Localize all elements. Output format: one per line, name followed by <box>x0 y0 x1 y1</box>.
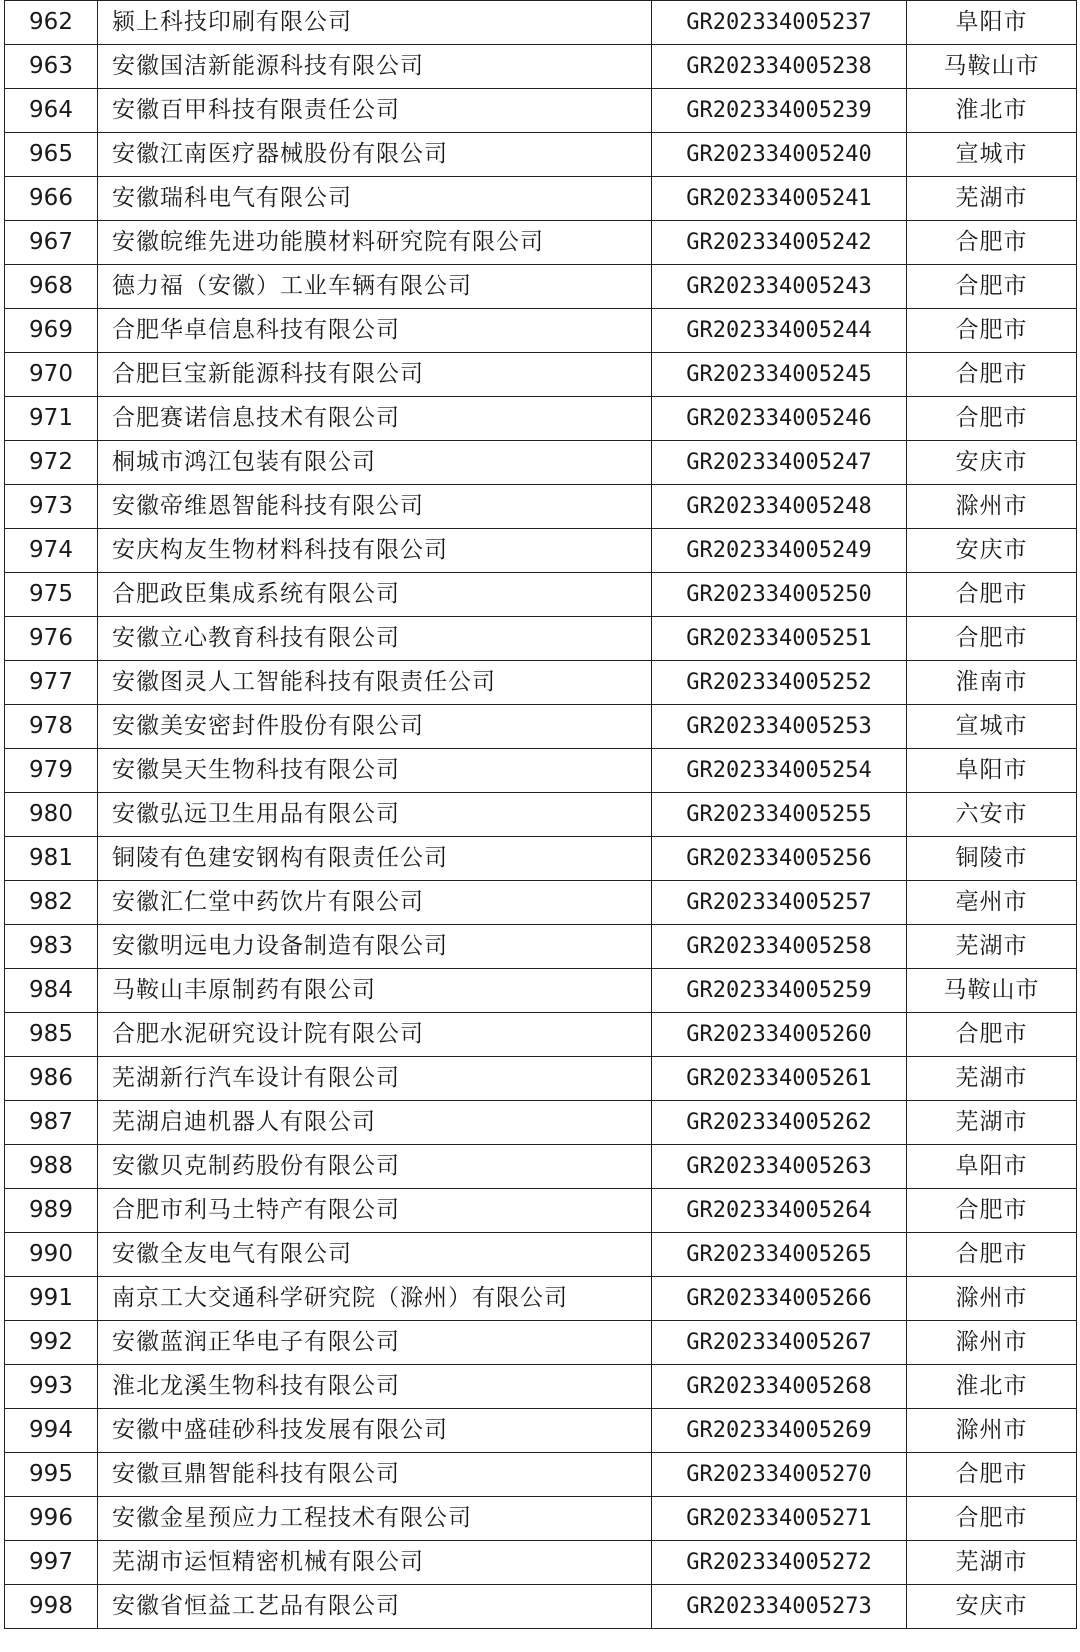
company-name: 合肥市利马土特产有限公司 <box>98 1189 652 1233</box>
certificate-number: GR202334005241 <box>652 177 907 221</box>
row-number: 970 <box>5 353 98 397</box>
company-name: 颍上科技印刷有限公司 <box>98 1 652 45</box>
table-row <box>5 353 1077 397</box>
certificate-number: GR202334005257 <box>652 881 907 925</box>
certificate-number: GR202334005271 <box>652 1497 907 1541</box>
table-row <box>5 617 1077 661</box>
table-row <box>5 1189 1077 1233</box>
certificate-number: GR202334005258 <box>652 925 907 969</box>
city-name: 安庆市 <box>907 441 1077 485</box>
city-name: 淮北市 <box>907 1365 1077 1409</box>
row-number: 979 <box>5 749 98 793</box>
row-number: 962 <box>5 1 98 45</box>
certificate-number: GR202334005259 <box>652 969 907 1013</box>
company-name: 安徽瑞科电气有限公司 <box>98 177 652 221</box>
table-row <box>5 177 1077 221</box>
row-number: 985 <box>5 1013 98 1057</box>
table-row <box>5 485 1077 529</box>
table-row <box>5 1453 1077 1497</box>
table-row <box>5 397 1077 441</box>
city-name: 芜湖市 <box>907 177 1077 221</box>
row-number: 994 <box>5 1409 98 1453</box>
certificate-number: GR202334005254 <box>652 749 907 793</box>
city-name: 淮南市 <box>907 661 1077 705</box>
city-name: 马鞍山市 <box>907 45 1077 89</box>
row-number: 976 <box>5 617 98 661</box>
company-name: 合肥巨宝新能源科技有限公司 <box>98 353 652 397</box>
row-number: 967 <box>5 221 98 265</box>
company-name: 桐城市鸿江包装有限公司 <box>98 441 652 485</box>
row-number: 975 <box>5 573 98 617</box>
row-number: 977 <box>5 661 98 705</box>
company-list-table-wrapper <box>4 0 1076 1629</box>
row-number: 972 <box>5 441 98 485</box>
company-name: 安徽金星预应力工程技术有限公司 <box>98 1497 652 1541</box>
company-name: 安徽美安密封件股份有限公司 <box>98 705 652 749</box>
table-row <box>5 1101 1077 1145</box>
company-name: 安徽图灵人工智能科技有限责任公司 <box>98 661 652 705</box>
certificate-number: GR202334005266 <box>652 1277 907 1321</box>
table-row <box>5 1 1077 45</box>
table-row <box>5 1541 1077 1585</box>
row-number: 986 <box>5 1057 98 1101</box>
certificate-number: GR202334005261 <box>652 1057 907 1101</box>
certificate-number: GR202334005253 <box>652 705 907 749</box>
city-name: 合肥市 <box>907 1453 1077 1497</box>
row-number: 963 <box>5 45 98 89</box>
city-name: 滁州市 <box>907 485 1077 529</box>
row-number: 974 <box>5 529 98 573</box>
table-row <box>5 1409 1077 1453</box>
city-name: 阜阳市 <box>907 1 1077 45</box>
city-name: 合肥市 <box>907 1189 1077 1233</box>
table-row <box>5 265 1077 309</box>
certificate-number: GR202334005238 <box>652 45 907 89</box>
city-name: 芜湖市 <box>907 925 1077 969</box>
row-number: 997 <box>5 1541 98 1585</box>
table-row <box>5 1277 1077 1321</box>
company-name: 马鞍山丰原制药有限公司 <box>98 969 652 1013</box>
company-name: 合肥华卓信息科技有限公司 <box>98 309 652 353</box>
table-row <box>5 1057 1077 1101</box>
certificate-number: GR202334005272 <box>652 1541 907 1585</box>
city-name: 芜湖市 <box>907 1057 1077 1101</box>
certificate-number: GR202334005255 <box>652 793 907 837</box>
row-number: 973 <box>5 485 98 529</box>
row-number: 965 <box>5 133 98 177</box>
table-row <box>5 1233 1077 1277</box>
city-name: 安庆市 <box>907 1585 1077 1629</box>
certificate-number: GR202334005245 <box>652 353 907 397</box>
city-name: 合肥市 <box>907 265 1077 309</box>
city-name: 合肥市 <box>907 1013 1077 1057</box>
table-row <box>5 45 1077 89</box>
certificate-number: GR202334005239 <box>652 89 907 133</box>
company-name: 安徽帝维恩智能科技有限公司 <box>98 485 652 529</box>
company-name: 合肥水泥研究设计院有限公司 <box>98 1013 652 1057</box>
certificate-number: GR202334005268 <box>652 1365 907 1409</box>
row-number: 993 <box>5 1365 98 1409</box>
city-name: 合肥市 <box>907 1497 1077 1541</box>
company-name: 淮北龙溪生物科技有限公司 <box>98 1365 652 1409</box>
company-name: 合肥政臣集成系统有限公司 <box>98 573 652 617</box>
city-name: 亳州市 <box>907 881 1077 925</box>
city-name: 合肥市 <box>907 353 1077 397</box>
table-row <box>5 441 1077 485</box>
city-name: 滁州市 <box>907 1409 1077 1453</box>
row-number: 966 <box>5 177 98 221</box>
city-name: 合肥市 <box>907 617 1077 661</box>
table-row <box>5 793 1077 837</box>
company-name: 安徽贝克制药股份有限公司 <box>98 1145 652 1189</box>
city-name: 阜阳市 <box>907 1145 1077 1189</box>
company-name: 安徽明远电力设备制造有限公司 <box>98 925 652 969</box>
company-name: 安徽汇仁堂中药饮片有限公司 <box>98 881 652 925</box>
row-number: 978 <box>5 705 98 749</box>
certificate-number: GR202334005250 <box>652 573 907 617</box>
table-row <box>5 573 1077 617</box>
city-name: 阜阳市 <box>907 749 1077 793</box>
city-name: 滁州市 <box>907 1321 1077 1365</box>
certificate-number: GR202334005249 <box>652 529 907 573</box>
company-name: 安徽江南医疗器械股份有限公司 <box>98 133 652 177</box>
table-row <box>5 309 1077 353</box>
company-name: 安徽百甲科技有限责任公司 <box>98 89 652 133</box>
table-row <box>5 749 1077 793</box>
table-row <box>5 881 1077 925</box>
company-name: 安徽蓝润正华电子有限公司 <box>98 1321 652 1365</box>
row-number: 982 <box>5 881 98 925</box>
table-row <box>5 529 1077 573</box>
city-name: 芜湖市 <box>907 1541 1077 1585</box>
table-row <box>5 1585 1077 1629</box>
table-row <box>5 89 1077 133</box>
city-name: 滁州市 <box>907 1277 1077 1321</box>
company-name: 芜湖新行汽车设计有限公司 <box>98 1057 652 1101</box>
table-row <box>5 969 1077 1013</box>
city-name: 芜湖市 <box>907 1101 1077 1145</box>
company-name: 芜湖启迪机器人有限公司 <box>98 1101 652 1145</box>
table-row <box>5 837 1077 881</box>
row-number: 992 <box>5 1321 98 1365</box>
row-number: 996 <box>5 1497 98 1541</box>
row-number: 981 <box>5 837 98 881</box>
company-name: 德力福（安徽）工业车辆有限公司 <box>98 265 652 309</box>
certificate-number: GR202334005237 <box>652 1 907 45</box>
company-name: 南京工大交通科学研究院（滁州）有限公司 <box>98 1277 652 1321</box>
certificate-number: GR202334005263 <box>652 1145 907 1189</box>
city-name: 合肥市 <box>907 1233 1077 1277</box>
row-number: 991 <box>5 1277 98 1321</box>
certificate-number: GR202334005252 <box>652 661 907 705</box>
row-number: 984 <box>5 969 98 1013</box>
row-number: 964 <box>5 89 98 133</box>
city-name: 合肥市 <box>907 221 1077 265</box>
company-name: 安徽中盛硅砂科技发展有限公司 <box>98 1409 652 1453</box>
row-number: 990 <box>5 1233 98 1277</box>
certificate-number: GR202334005240 <box>652 133 907 177</box>
company-name: 安徽国洁新能源科技有限公司 <box>98 45 652 89</box>
certificate-number: GR202334005248 <box>652 485 907 529</box>
table-row <box>5 1145 1077 1189</box>
company-name: 安徽省恒益工艺品有限公司 <box>98 1585 652 1629</box>
certificate-number: GR202334005247 <box>652 441 907 485</box>
city-name: 安庆市 <box>907 529 1077 573</box>
row-number: 998 <box>5 1585 98 1629</box>
row-number: 995 <box>5 1453 98 1497</box>
table-row <box>5 1013 1077 1057</box>
certificate-number: GR202334005242 <box>652 221 907 265</box>
certificate-number: GR202334005273 <box>652 1585 907 1629</box>
table-row <box>5 133 1077 177</box>
table-row <box>5 1497 1077 1541</box>
certificate-number: GR202334005265 <box>652 1233 907 1277</box>
certificate-number: GR202334005256 <box>652 837 907 881</box>
company-list-table <box>4 0 1077 1629</box>
city-name: 马鞍山市 <box>907 969 1077 1013</box>
table-row <box>5 705 1077 749</box>
table-row <box>5 1365 1077 1409</box>
row-number: 987 <box>5 1101 98 1145</box>
table-row <box>5 925 1077 969</box>
table-row <box>5 1321 1077 1365</box>
row-number: 969 <box>5 309 98 353</box>
company-name: 安徽皖维先进功能膜材料研究院有限公司 <box>98 221 652 265</box>
company-name: 铜陵有色建安钢构有限责任公司 <box>98 837 652 881</box>
city-name: 淮北市 <box>907 89 1077 133</box>
table-row <box>5 221 1077 265</box>
company-name: 安徽亘鼎智能科技有限公司 <box>98 1453 652 1497</box>
table-body <box>5 1 1077 1629</box>
certificate-number: GR202334005246 <box>652 397 907 441</box>
company-name: 安徽昊天生物科技有限公司 <box>98 749 652 793</box>
city-name: 合肥市 <box>907 397 1077 441</box>
row-number: 980 <box>5 793 98 837</box>
company-name: 芜湖市运恒精密机械有限公司 <box>98 1541 652 1585</box>
certificate-number: GR202334005270 <box>652 1453 907 1497</box>
certificate-number: GR202334005267 <box>652 1321 907 1365</box>
row-number: 971 <box>5 397 98 441</box>
table-row <box>5 661 1077 705</box>
row-number: 988 <box>5 1145 98 1189</box>
row-number: 989 <box>5 1189 98 1233</box>
certificate-number: GR202334005264 <box>652 1189 907 1233</box>
company-name: 安徽弘远卫生用品有限公司 <box>98 793 652 837</box>
city-name: 宣城市 <box>907 133 1077 177</box>
row-number: 983 <box>5 925 98 969</box>
row-number: 968 <box>5 265 98 309</box>
city-name: 宣城市 <box>907 705 1077 749</box>
certificate-number: GR202334005244 <box>652 309 907 353</box>
certificate-number: GR202334005251 <box>652 617 907 661</box>
company-name: 合肥赛诺信息技术有限公司 <box>98 397 652 441</box>
company-name: 安徽全友电气有限公司 <box>98 1233 652 1277</box>
city-name: 合肥市 <box>907 573 1077 617</box>
certificate-number: GR202334005269 <box>652 1409 907 1453</box>
city-name: 合肥市 <box>907 309 1077 353</box>
company-name: 安徽立心教育科技有限公司 <box>98 617 652 661</box>
company-name: 安庆构友生物材料科技有限公司 <box>98 529 652 573</box>
city-name: 铜陵市 <box>907 837 1077 881</box>
certificate-number: GR202334005260 <box>652 1013 907 1057</box>
city-name: 六安市 <box>907 793 1077 837</box>
certificate-number: GR202334005262 <box>652 1101 907 1145</box>
certificate-number: GR202334005243 <box>652 265 907 309</box>
